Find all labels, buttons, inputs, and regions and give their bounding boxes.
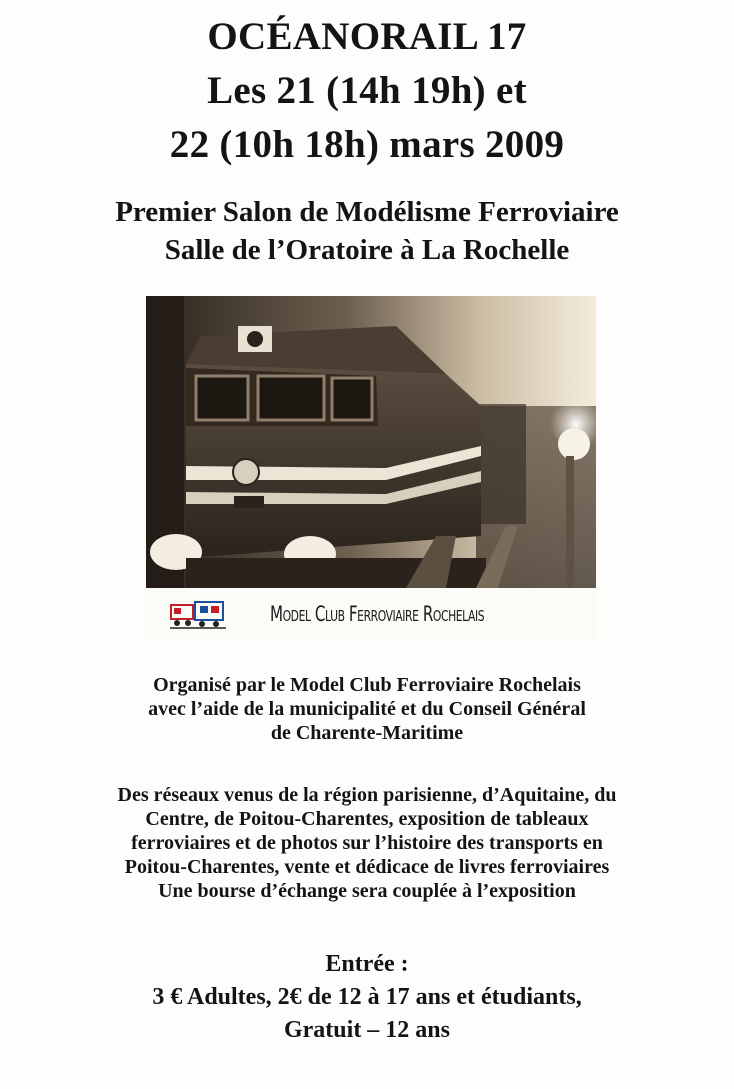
poster-subtitle xyxy=(0,193,734,269)
organizer-line: Organisé par le Model Club Ferroviaire Rochelais xyxy=(153,674,581,696)
entry-heading: Entrée : xyxy=(325,951,409,977)
locomotive-illustration xyxy=(146,296,596,588)
locomotive-photo xyxy=(146,296,596,640)
description-line: ferroviaires et de photos sur l’histoire des transports en xyxy=(131,832,603,854)
organizer-line: de Charente-Maritime xyxy=(270,722,464,744)
description-line: Une bourse d’échange sera couplée à l’exposition xyxy=(158,880,576,902)
event-dates-line-1: Les 21 (14h 19h) et xyxy=(207,69,527,112)
event-description xyxy=(0,783,734,903)
poster-title xyxy=(0,10,734,172)
event-dates-line-2: 22 (10h 18h) mars 2009 xyxy=(169,123,565,166)
venue-name: Salle de l’Oratoire à La Rochelle xyxy=(164,234,570,266)
entry-price-line: Gratuit – 12 ans xyxy=(283,1017,450,1043)
salon-name: Premier Salon de Modélisme Ferroviaire xyxy=(115,196,619,228)
organizer-line: avec l’aide de la municipalité et du Conseil Général xyxy=(148,698,586,720)
description-line: Poitou-Charentes, vente et dédicace de livres ferroviaires xyxy=(124,856,610,878)
club-name: Model Club Ferroviaire Rochelais xyxy=(270,602,485,626)
description-line: Centre, de Poitou-Charentes, exposition de tableaux xyxy=(145,808,589,830)
train-logo-icon xyxy=(170,596,226,630)
entry-prices xyxy=(0,948,734,1047)
event-name: OCÉANORAIL 17 xyxy=(207,15,527,58)
entry-price-line: 3 € Adultes, 2€ de 12 à 17 ans et étudiants, xyxy=(152,984,582,1010)
description-line: Des réseaux venus de la région parisienne, d’Aquitaine, du xyxy=(117,784,617,806)
organizer-info xyxy=(0,673,734,745)
club-banner xyxy=(146,588,596,640)
